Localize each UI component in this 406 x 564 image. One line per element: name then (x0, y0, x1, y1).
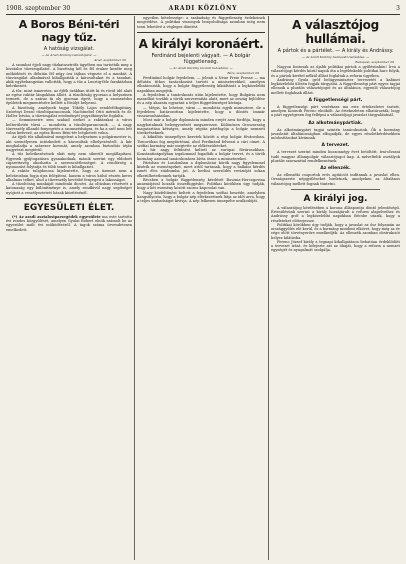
section-divider (6, 198, 132, 199)
paragraph: Ferdinánd bolgár fejedelem, — jelenti a Neue Freie Presse — ma délután titkos tanácskozást tartott a miniszterekkel, amelyen elhatározták, hogy a bolgár függetlenség kikiáltását a legközelebbi napokban megejtik. (137, 75, 265, 93)
paragraph: Nagyon fontosak az újabb politikai pártok a gyűlésünkön! Írva a választójogi kérdés körül napok óta a legélénkebb politikai harc folyik, és a pártok kivétel nélkül állást foglaltak a reform ügyében. (271, 65, 400, 78)
paragraph (6, 215, 132, 232)
article-dateline: Budapest, szeptember 29 (355, 60, 394, 64)
paragraph: A választójog kérdésében a korona álláspontja döntő jelentőségű. Értesülésünk szerint a király hozzájárult a reform alapelveihez és Andrássy gróf a legközelebbi napokban Bécsbe utazik, hogy a részleteket előterjessze. (271, 205, 400, 223)
newspaper-title: ARADI KÖZLÖNY (168, 5, 238, 12)
item-tag: (*) Az aradi asztalosiparsegédek egyesülete (12, 214, 101, 219)
paragraph: A bizottság, amelynek tagjai Tököly Lajos rendőrfőkapitány, Szörényi Dezső tűzoltóparancsnok, Nachtnebel Ottó mérnök és dr. Holler István, a tűzvizsgálat eredményét jegyzőkönyvbe foglalta. (6, 105, 132, 118)
paragraph: — Semmiesetre sem szabad ezeket a raktárakat a város belterületén tűrni — mondotta a tűzoltóparancsnok. — A nagy tűzveszély állandó fenyegetés a szomszédságra, és ha a szél nem lett volna kedvező, az egész Boros Béni-tér leéghetett volna. (6, 118, 132, 135)
paragraph: egyetlen kötelessége: a szabadság és függetlenség érdekeinek megvédése. A politikai viszonyok bonyolultsága azonban még nem teszi lehetővé a végleges döntést. (137, 16, 265, 29)
paragraph: A kikiáltás ünnepélyes keretek között a régi bolgár fővárosban, Tirnovóban fog megtörténni, ahol Ferdinánd felveszi a cári címet. A szófiai kormány már megtette az előkészületeket. (137, 135, 265, 148)
column-3 (271, 16, 400, 560)
article-title: A Boros Béni-téri nagy tűz. (18, 18, 120, 44)
page-number: 3 (396, 5, 400, 12)
column-divider (268, 16, 269, 560)
paragraph: A raktár tulajdonosa kijelentette, hogy az üzemet nem a belvárosban fogja újra felépíteni, hanem a város külső részén keres alkalmas telket, ahol a tűzveszély kevésbé fenyegeti a lakosságot. (6, 169, 132, 182)
paragraph: Nagy közfeltűnést keltett a fejedelem szófiai beszéde, amelyben hangsúlyozta, hogy a bolgár nép elérkezettnek látja az időt arra, hogy a teljes szabadságot kivívja. A nép lelkesen ünnepelte uralkodóját. (137, 190, 265, 203)
article-subtitle: Ferdinánd bejelenti vágyait. — A bolgár függetlenség. (151, 52, 251, 65)
paragraph: Ferenc József király a tegnapi kihallgatáson behatóan érdeklődött a tervezet iránt, és kifejezte azt az óhaját, hogy a reform a nemzet egységét és nyugalmát szolgálja. (271, 239, 400, 253)
paragraph: A tűz keletkezésének okát még nem sikerült megállapítani. Egyesek gyújtogatásra gyanakodnak, mások szerint egy eldobott cigarettavég okozhatta a szerencsétlenséget. A rendőrség a nyomozást folytatja és több tanút is kihallgatott. (6, 152, 132, 169)
article-byline: — Az Aradi Közlöny budapesti tudósítása. — (301, 55, 370, 59)
issue-date: 1908. szeptember 30 (6, 5, 71, 12)
paragraph: Politikai körökben úgy tudják, hogy a javaslat az ősz folyamán az országgyűlés elé kerül, és a kormány mindent elkövet, hogy még az év vége előtt törvényerőre emelkedjék. Az ellenzék azonban obstrukciót helyez kilátásba. (271, 222, 400, 240)
column-1 (6, 16, 132, 560)
subsection-heading: Az ellenzék. (320, 166, 351, 171)
paragraph: A függetlenségi párt vezérkara ma este értekezletet tartott, amelyen Kossuth Ferenc elnökölt. Az értekezleten elhatározták, hogy a párt egységesen fog fellépni a választójogi javaslat tárgyalásánál. (271, 104, 400, 118)
paragraph: A szombat éjjeli nagy tűzkatasztrófa ügyében ma tartották meg a hivatalos tűzvizsgálatot. A bizottság kél és fél órakor kezdte meg működését és délután fél négy óra tájban végezte el a munkát. A tűzvizsgálat alkalmával kihallgatták a károsultakat és a tanukat, akik egybehangzóan vallották, hogy a tűz a Lusztig-féle faraktárban keletkezett. (6, 63, 132, 89)
paragraph: A hír nagy feltűnést keltett az európai fővárosokban. Konstantinápolyban izgalommal fogadták a bolgár tervet, és a török kormány azonnal tanácskozásra hívta össze a minisztereket. (137, 148, 265, 161)
paragraph: Andrássy Gyula gróf belügyminiszter tervezetét a kabinet legközelebbi ülésén fogják tárgyalni. A függetlenségi párt egyes tagjai ellenzik a plurális választójogot és az általános, egyenlő választójog mellett foglalnak állást. (271, 77, 400, 95)
item-text: ma este tartotta évi rendes közgyűlését, amelyen Gyulai Róbert elnök számolt be az egyesület múlt évi működéséről. A tagok száma örvendetesen emelkedett. (6, 214, 132, 232)
paragraph: Párisban és Londonban a diplomáciai körök nagy figyelemmel kísérik az eseményeket, mert attól tartanak, hogy a balkáni kérdés ismét éles stádiumba jut. A berlini szerződés revízióját sokan elkerülhetetlennek tartják. (137, 160, 265, 178)
section-divider (291, 189, 380, 190)
article-title: A királyi koronáért. (138, 36, 264, 51)
masthead (6, 3, 400, 15)
paragraph: Az ellenzéki csoportok erős agitációt indítanak a javaslat ellen. Országszerte népgyűléseket hirdetnek, amelyeken az általános választójog mellett fognak tüntetni. (271, 173, 400, 186)
section-divider (137, 32, 265, 33)
paragraph: A tűz, mint ismeretes, az éjféli órákban ütött ki és rövid idő alatt az egész raktár lángokban állott. A tűzoltóság gyorsan a helyszínen termett, de a száraz fa oly gyorsan égett, hogy a szomszédos épületek megmentésére kellett a fősúlyt helyezni. (6, 88, 132, 106)
column-divider (134, 16, 135, 560)
paragraph: Az éjjeli tűz alkalmával megjelent a helyszínen a polgármester is, aki személyesen intézkedett a károsultak elhelyezéséről. A kár meghaladja a százezer koronát, amely azonban biztosítás útján nagyrészt megtérül. (6, 135, 132, 152)
article-dateline: Bécs, szeptember 29 (227, 70, 259, 75)
paragraph: Az alkotmánypárt tagjai szintén tanácskoztak. Ők a kormány javaslatát általánosságban elfogadják, de egyes részletkérdésekben módosításokat kívánnak. (271, 127, 400, 140)
paragraph: Most már a bolgár diplomácia minden erejét arra fordítja, hogy a nagyhatalmak beleegyezését megszerezze. Különösen Oroszország magatartása kétséges, amely régóta pártfogója a bolgár nemzeti törekvéseknek. (137, 118, 265, 135)
column-2 (137, 16, 265, 560)
paragraph: A tűzoltóság munkáját mindenki dicséri. Az oltásban résztvett a katonaság egy különítménye is, amely rendkívül nagy segítséget nyújtott a veszélyeztetett házak kiürítésénél. (6, 182, 132, 195)
article-byline: — Az Aradi Közlöny tudósítójától. — (41, 53, 97, 57)
paragraph: Bécsben a bolgár függetlenség kérdését Bosznia-Hercegovina annexiójával hozzák összefüggésbe. Politikai körökben úgy tudják, hogy a két esemény között szoros kapcsolat van. (137, 177, 265, 191)
paragraph: A tervezet szerint minden huszonnégy évet betöltött, írni-olvasni tudó magyar állampolgár választójogot kap. A műveltebb osztályok plurális szavazattal rendelkeznének. (271, 150, 400, 163)
article-subtitle: A pártok és a pártélet. — A király és Andrássy. (277, 48, 394, 54)
article-dateline: Arad, szeptember 29 (94, 58, 126, 62)
article-title: A választójog hullámai. (292, 18, 379, 46)
subsection-heading: A tervezet. (321, 143, 350, 149)
section-title: A királyi jog. (303, 193, 368, 204)
article-byline: — Az Aradi Közlöny távirati tudósítása. — (169, 65, 233, 70)
subsection-heading: Az alkotmánypártiak. (308, 120, 363, 126)
article-subtitle: A hatóság vizsgálat. (43, 46, 95, 52)
paragraph: A fejedelem a tanácskozás után kijelentette, hogy Bulgária nem maradhat tovább a török szuverenitás alatt, mert az ország fejlődése és a nép akarata egyaránt a teljes függetlenséget kívánja. (137, 92, 265, 106)
subsection-heading: A függetlenségi párt. (308, 97, 363, 103)
paragraph: — Mégis, ha lehetne, várni — mondotta egyik minisztere, de a fejedelem határozottan kijelentette, hogy a döntés immár visszavonhatatlan. (137, 105, 265, 118)
section-title: EGYESÜLETI ÉLET. (23, 202, 115, 213)
